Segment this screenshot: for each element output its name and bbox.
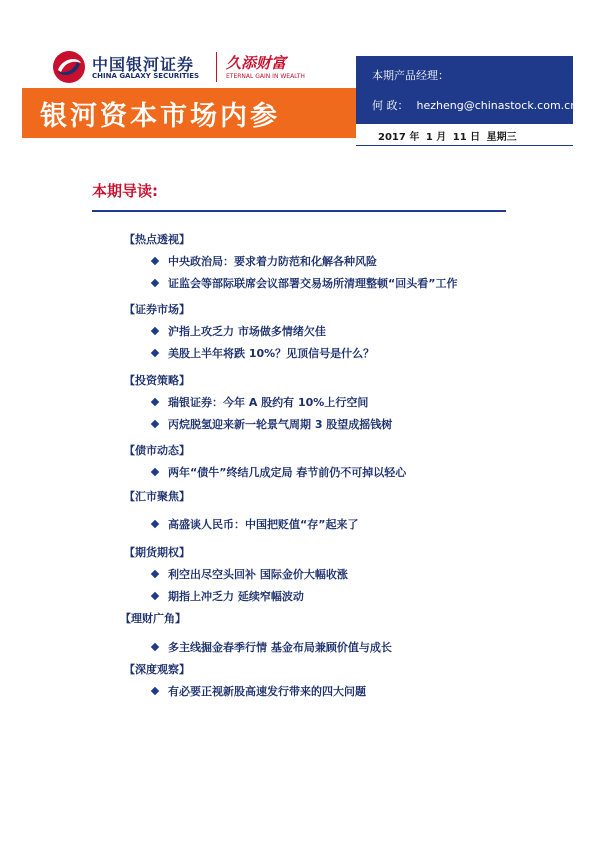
bullet-diamond-icon: [151, 327, 159, 335]
section-heading: 【深度观察】: [124, 663, 190, 676]
bullet-diamond-icon: [151, 349, 159, 357]
list-item[interactable]: 有必要正视新股高速发行带来的四大问题: [152, 683, 366, 699]
guide-title: 本期导读:: [92, 182, 158, 200]
list-item[interactable]: 多主线掘金春季行情 基金布局兼顾价值与成长: [152, 639, 392, 655]
list-item[interactable]: 瑞银证券：今年 A 股约有 10%上行空间: [152, 394, 368, 410]
list-item[interactable]: 两年“债牛”终结几成定局 春节前仍不可掉以轻心: [152, 464, 406, 480]
bullet-diamond-icon: [151, 257, 159, 265]
list-item[interactable]: 证监会等部际联席会议部署交易场所清理整顿“回头看”工作: [152, 275, 457, 291]
logo-company-name-en: CHINA GALAXY SECURITIES: [92, 72, 200, 80]
logo-slogan: 久添财富: [226, 54, 287, 72]
date-divider: [356, 145, 573, 146]
bullet-diamond-icon: [151, 420, 159, 428]
bullet-diamond-icon: [151, 687, 159, 695]
list-item[interactable]: 中央政治局：要求着力防范和化解各种风险: [152, 253, 377, 269]
manager-contact: [372, 97, 577, 113]
company-logo: [52, 50, 352, 86]
section-heading: 【热点透视】: [124, 233, 190, 246]
date-day: 11 日: [452, 132, 481, 143]
logo-company-name: 中国银河证券: [92, 55, 195, 74]
bullet-diamond-icon: [151, 398, 159, 406]
list-item[interactable]: 丙烷脱氢迎来新一轮景气周期 3 股望成摇钱树: [152, 416, 392, 432]
logo-slogan-en: ETERNAL GAIN IN WEALTH: [226, 73, 305, 80]
section-heading: 【债市动态】: [124, 444, 190, 457]
bullet-diamond-icon: [151, 643, 159, 651]
issue-date: [378, 128, 520, 143]
section-heading: 【汇市聚焦】: [124, 490, 190, 503]
section-heading: 【期货期权】: [124, 546, 190, 559]
bullet-diamond-icon: [151, 592, 159, 600]
logo-divider: [216, 52, 217, 82]
manager-email: hezheng@chinastock.com.cn: [416, 99, 578, 112]
guide-divider: [92, 210, 506, 212]
list-item[interactable]: 利空出尽空头回补 国际金价大幅收涨: [152, 566, 348, 582]
section-heading: 【理财广角】: [120, 612, 186, 625]
list-item[interactable]: 高盛谈人民币：中国把贬值“存”起来了: [152, 516, 358, 532]
date-month: 1 月: [425, 132, 447, 143]
title-banner: [22, 88, 356, 138]
bullet-diamond-icon: [151, 468, 159, 476]
manager-label: 本期产品经理：: [372, 69, 449, 82]
bullet-diamond-icon: [151, 279, 159, 287]
list-item[interactable]: 沪指上攻乏力 市场做多情绪欠佳: [152, 323, 326, 339]
list-item[interactable]: 期指上冲乏力 延续窄幅波动: [152, 588, 304, 604]
galaxy-logo-icon: [52, 50, 86, 84]
section-heading: 【证券市场】: [124, 303, 190, 316]
bullet-diamond-icon: [151, 570, 159, 578]
list-item[interactable]: 美股上半年将跌 10%？见顶信号是什么？: [152, 345, 374, 361]
date-weekday: 星期三: [486, 132, 517, 143]
page-title: 银河资本市场内参: [40, 101, 280, 132]
section-heading: 【投资策略】: [124, 374, 190, 387]
manager-name: 何 政：: [372, 99, 409, 112]
product-manager-box: [356, 56, 578, 124]
bullet-diamond-icon: [151, 520, 159, 528]
date-year: 2017 年: [378, 132, 420, 143]
